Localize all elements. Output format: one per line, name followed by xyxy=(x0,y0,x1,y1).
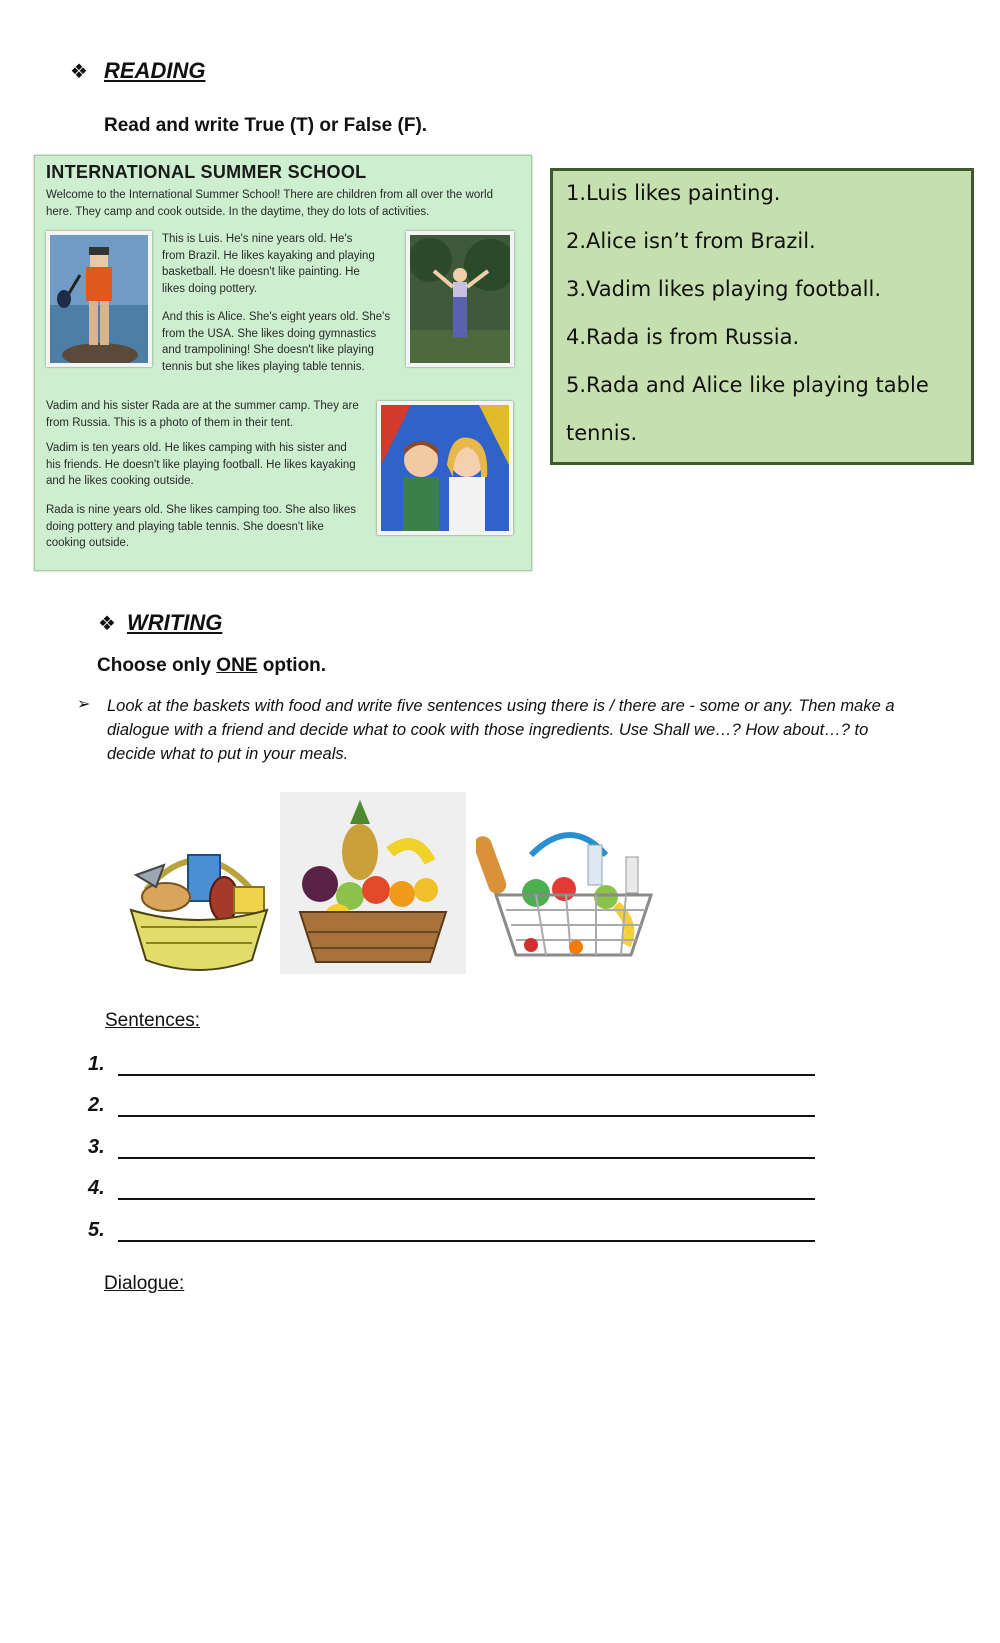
arrow-bullet-icon: ➢ xyxy=(77,696,91,713)
passage-alice: And this is Alice. She's eight years old. She's from the USA. She likes doing gymnastics and trampolining! She doesn't like playing tennis but she likes playing table tennis. xyxy=(162,311,391,373)
line-number-3: 3. xyxy=(88,1136,105,1158)
luis-photo xyxy=(46,231,152,367)
statements-box xyxy=(550,168,974,465)
reading-bullet-icon: ❖ xyxy=(70,61,88,83)
choose-suffix: option. xyxy=(257,655,327,676)
line-number-2: 2. xyxy=(88,1094,105,1116)
reading-heading: READING xyxy=(104,58,206,83)
answer-line-2[interactable] xyxy=(118,1115,815,1117)
statement-4: 4.Rada is from Russia. xyxy=(566,325,800,349)
passage-vadim: Vadim is ten years old. He likes camping with his sister and his friends. He doesn't like playing football. He likes kayaking and he likes cooking outside. xyxy=(46,442,356,487)
dialogue-label: Dialogue: xyxy=(104,1273,185,1294)
passage-luis: This is Luis. He's nine years old. He's from Brazil. He likes kayaking and playing basketball. He doesn't like painting. He likes doing pottery. xyxy=(162,233,375,295)
basket-2-image xyxy=(280,792,466,974)
passage-intro: Welcome to the International Summer School! There are children from all over the world here. They camp and cook outside. In the daytime, they do lots of activities. xyxy=(46,189,494,218)
choose-prefix: Choose only xyxy=(97,655,217,676)
writing-instruction: Look at the baskets with food and write five sentences using there is / there are - some or any. Then make a dialogue with a friend and decide what to cook with those ingredients. Use Shall we…? How about…? to decide what to put in your meals. xyxy=(107,697,895,763)
vadim-rada-photo xyxy=(377,401,513,535)
statement-5-cont: tennis. xyxy=(566,421,638,445)
statement-5: 5.Rada and Alice like playing table xyxy=(566,373,929,397)
passage-vadim-rada: Vadim and his sister Rada are at the summer camp. They are from Russia. This is a photo of them in their tent. xyxy=(46,400,359,429)
statement-1: 1.Luis likes painting. xyxy=(566,181,781,205)
basket-3-image xyxy=(476,815,666,975)
passage-title: INTERNATIONAL SUMMER SCHOOL xyxy=(46,162,367,182)
alice-photo xyxy=(406,231,514,367)
answer-line-3[interactable] xyxy=(118,1157,815,1159)
answer-line-1[interactable] xyxy=(118,1074,815,1076)
line-number-1: 1. xyxy=(88,1053,105,1075)
answer-line-5[interactable] xyxy=(118,1240,815,1242)
statement-3: 3.Vadim likes playing football. xyxy=(566,277,882,301)
line-number-5: 5. xyxy=(88,1219,105,1241)
answer-line-4[interactable] xyxy=(118,1198,815,1200)
passage-rada: Rada is nine years old. She likes camping too. She also likes doing pottery and playing table tennis. She doesn't like cooking outside. xyxy=(46,504,357,549)
reading-passage xyxy=(34,155,532,571)
statement-2: 2.Alice isn’t from Brazil. xyxy=(566,229,816,253)
choose-one: ONE xyxy=(216,655,258,676)
line-number-4: 4. xyxy=(88,1177,105,1199)
writing-choose xyxy=(97,655,326,677)
writing-bullet-icon: ❖ xyxy=(98,613,116,635)
reading-instruction: Read and write True (T) or False (F). xyxy=(104,115,428,136)
sentences-label: Sentences: xyxy=(105,1010,201,1031)
basket-1-image xyxy=(126,835,272,975)
writing-heading: WRITING xyxy=(127,610,223,635)
